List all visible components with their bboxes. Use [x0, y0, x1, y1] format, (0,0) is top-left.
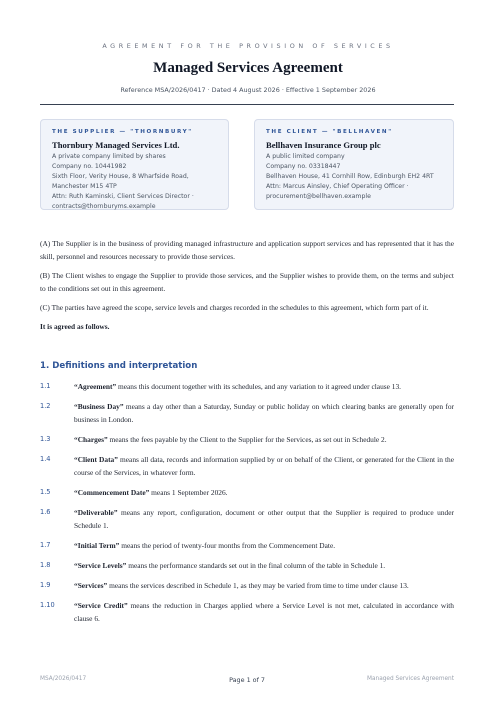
defined-term: “Service Credit”	[74, 601, 128, 610]
footer-reference: MSA/2026/0417	[40, 676, 87, 682]
clause-text	[74, 433, 454, 446]
recital-a: (A) The Supplier is in the business of providing managed infrastructure and application support services and has represented that it has the skill, personnel and resources necessary to provide those services.	[40, 239, 454, 261]
supplier-email[interactable]: contracts@thornburyms.example	[52, 203, 156, 210]
defined-term: “Charges”	[74, 435, 108, 444]
footer-title: Managed Services Agreement	[366, 676, 454, 682]
defined-term: “Initial Term”	[74, 541, 120, 550]
clause-text	[74, 506, 454, 532]
page-footer	[40, 676, 454, 686]
definition: means the performance standards set out in the final column of the table in Schedule 1.	[126, 561, 386, 570]
client-detail-line: Attn: Marcus Ainsley, Chief Operating Officer ·	[266, 183, 409, 190]
recital-b: (B) The Client wishes to engage the Supplier to provide those services, and the Supplier wishes to provide them, on the terms and subject to the conditions set out in this agreement.	[40, 271, 454, 293]
client-detail-line: A public limited company	[266, 153, 345, 160]
supplier-name: Thornbury Managed Services Ltd.	[52, 140, 180, 150]
clause-text	[74, 539, 454, 552]
clause-item	[40, 486, 454, 499]
clause-item	[40, 433, 454, 446]
clause-number: 1.1	[40, 382, 51, 390]
client-role: THE CLIENT — "BELLHAVEN"	[266, 129, 393, 135]
supplier-detail-line: Manchester M15 4TP	[52, 183, 117, 190]
defined-term: “Business Day”	[74, 402, 124, 411]
clause-text	[74, 559, 454, 572]
document-title: Managed Services Agreement	[153, 60, 343, 76]
defined-term: “Services”	[74, 581, 108, 590]
definition: means any report, configuration, document or other output that the Supplier is required to produce under Schedule 1.	[74, 508, 454, 530]
supplier-detail-line: Sixth Floor, Verity House, 8 Wharfside Road,	[52, 173, 189, 180]
client-name: Bellhaven Insurance Group plc	[266, 140, 381, 150]
clause-item	[40, 400, 454, 426]
document-reference: Reference MSA/2026/0417 · Dated 4 August 2026 · Effective 1 September 2026	[120, 86, 376, 94]
header-divider	[40, 104, 454, 105]
clause-item	[40, 599, 454, 625]
definition: means the fees payable by the Client to the Supplier for the Services, as set out in Schedule 2.	[107, 435, 387, 444]
clause-number: 1.4	[40, 455, 51, 463]
recitals	[40, 237, 454, 339]
clause-list	[40, 380, 454, 632]
definition: means the services described in Schedule 1, as they may be varied from time to time under clause 13.	[107, 581, 409, 590]
definition: means the period of twenty-four months from the Commencement Date.	[119, 541, 336, 550]
clause-item	[40, 453, 454, 479]
supplier-card	[40, 119, 229, 210]
defined-term: “Service Levels”	[74, 561, 127, 570]
clause-text	[74, 453, 454, 479]
definition: means a day other than a Saturday, Sunday or public holiday on which clearing banks are generally open for business in London.	[74, 402, 454, 424]
supplier-detail-line: A private company limited by shares	[52, 153, 166, 160]
clause-item	[40, 506, 454, 532]
clause-number: 1.3	[40, 435, 51, 443]
clause-text	[74, 400, 454, 426]
clause-item	[40, 579, 454, 592]
definition: means this document together with its schedules, and any variation to it agreed under clause 13.	[116, 382, 402, 391]
client-card	[254, 119, 454, 210]
defined-term: “Commencement Date”	[74, 488, 150, 497]
clause-number: 1.5	[40, 488, 51, 496]
page-number: Page 1 of 7	[229, 676, 265, 684]
supplier-details	[52, 152, 217, 212]
clause-text	[74, 486, 454, 499]
clause-number: 1.6	[40, 508, 51, 516]
clause-number: 1.8	[40, 561, 51, 569]
supplier-detail-line: Attn: Ruth Kaminski, Client Services Director ·	[52, 193, 194, 200]
client-email[interactable]: procurement@bellhaven.example	[266, 193, 371, 200]
client-details	[266, 152, 442, 202]
supplier-role: THE SUPPLIER — "THORNBURY"	[52, 129, 193, 135]
clause-text	[74, 599, 454, 625]
definition: means all data, records and information supplied by or on behalf of the Client, or generated for the Client in the course of the Services, in whatever form.	[74, 455, 454, 477]
clause-number: 1.9	[40, 581, 51, 589]
clause-number: 1.2	[40, 402, 51, 410]
clause-item	[40, 380, 454, 393]
clause-item	[40, 539, 454, 552]
defined-term: “Client Data”	[74, 455, 118, 464]
clause-text	[74, 380, 454, 393]
definition: means 1 September 2026.	[149, 488, 228, 497]
client-detail-line: Bellhaven House, 41 Cornhill Row, Edinburgh EH2 4RT	[266, 173, 434, 180]
definition: means the reduction in Charges applied where a Service Level is not met, calculated in accordance with clause 6.	[74, 601, 454, 623]
section-heading: 1. Definitions and interpretation	[40, 361, 198, 371]
agreed-statement: It is agreed as follows.	[40, 322, 110, 331]
client-detail-line: Company no. 03318447	[266, 163, 341, 170]
clause-number: 1.10	[40, 601, 55, 609]
defined-term: “Deliverable”	[74, 508, 118, 517]
supplier-detail-line: Company no. 10441982	[52, 163, 127, 170]
clause-number: 1.7	[40, 541, 51, 549]
clause-item	[40, 559, 454, 572]
recital-c: (C) The parties have agreed the scope, service levels and charges recorded in the schedules to this agreement, which form part of it.	[40, 303, 429, 312]
defined-term: “Agreement”	[74, 382, 117, 391]
document-kicker: AGREEMENT FOR THE PROVISION OF SERVICES	[102, 42, 394, 50]
clause-text	[74, 579, 454, 592]
